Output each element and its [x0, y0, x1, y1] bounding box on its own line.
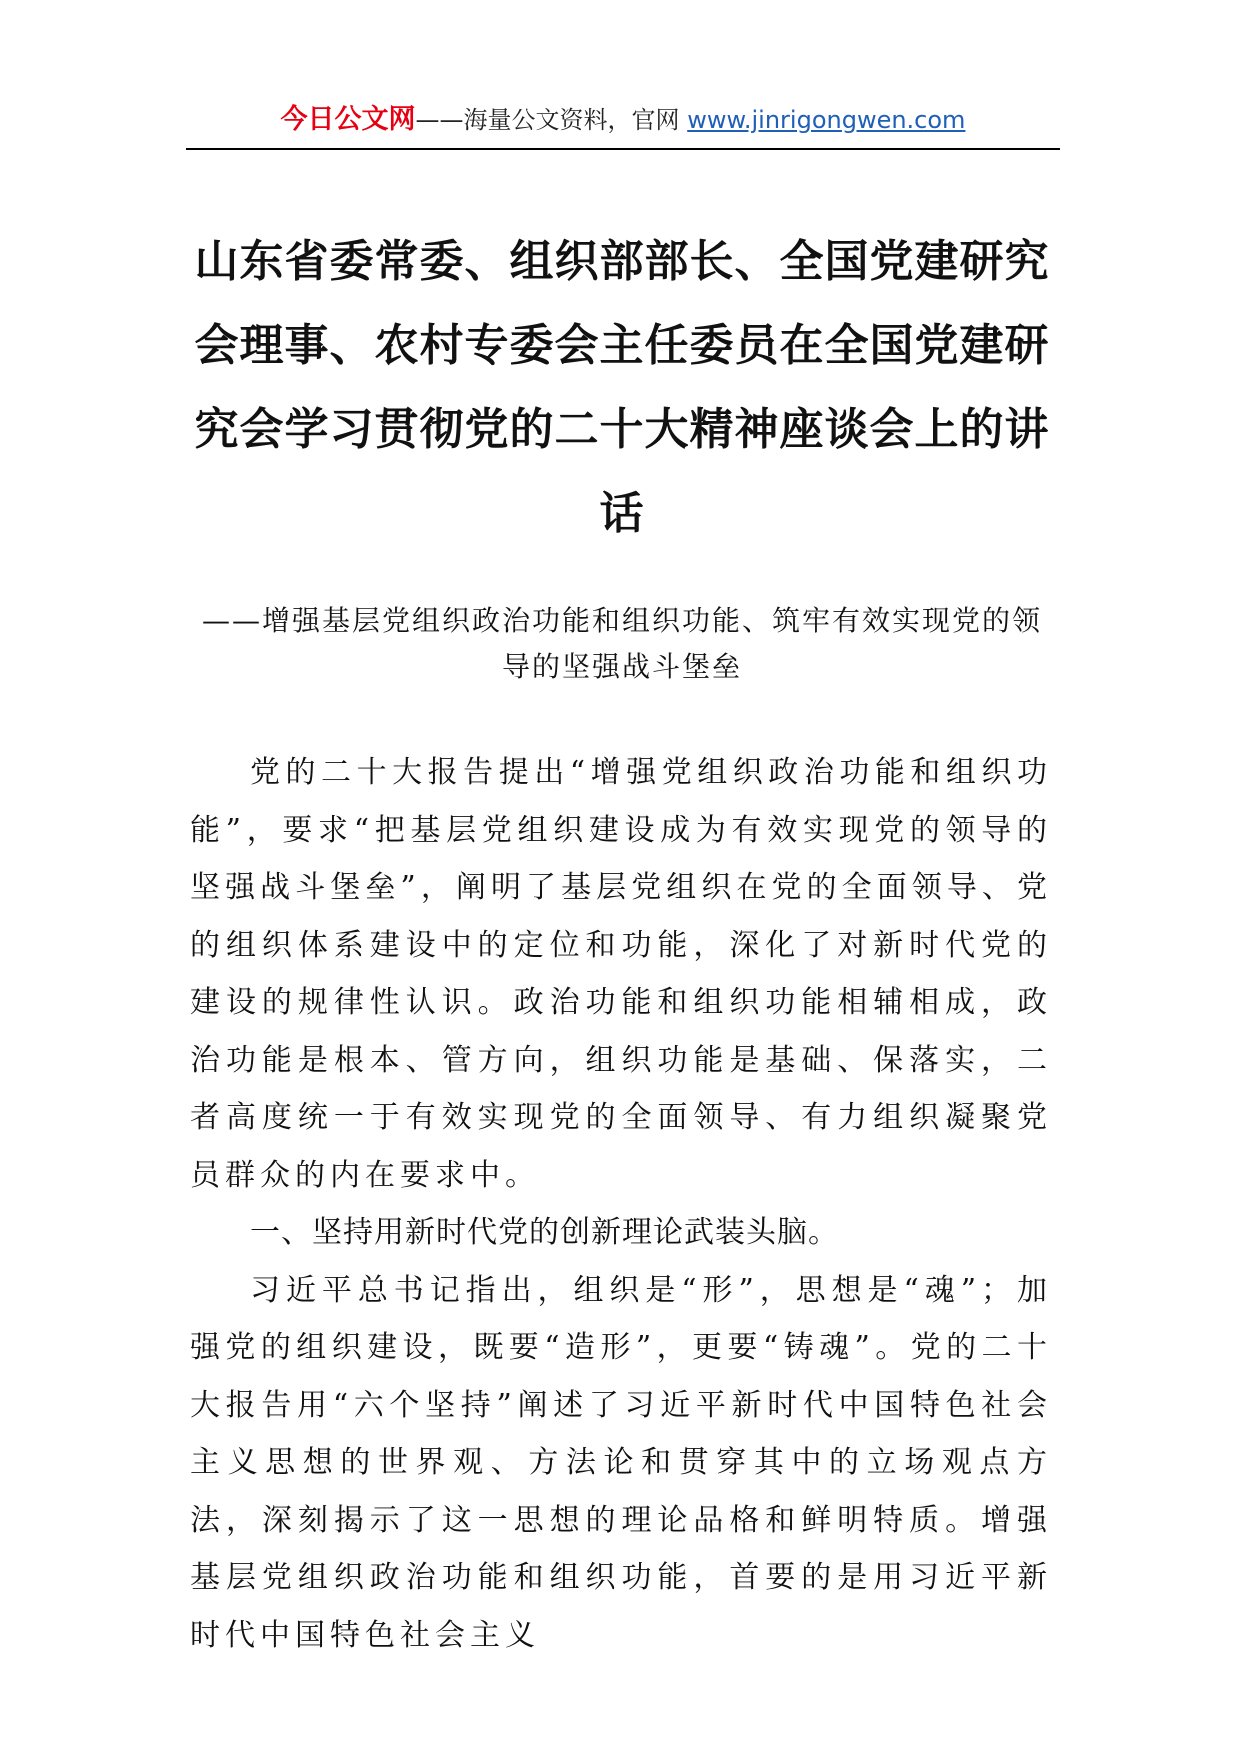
intro-paragraph: 党的二十大报告提出“增强党组织政治功能和组织功能”，要求“把基层党组织建设成为有效实现党的领导的坚强战斗堡垒”，阐明了基层党组织在党的全面领导、党的组织体系建设中的定位和功能，深化了对新时代党的建设的规律性认识。政治功能和组织功能相辅相成，政治功能是根本、管方向，组织功能是基础、保落实，二者高度统一于有效实现党的全面领导、有力组织凝聚党员群众的内在要求中。 — [190, 755, 1052, 1193]
section-heading: 一、坚持用新时代党的创新理论武装头脑。 — [250, 1215, 839, 1250]
document-subtitle: ——增强基层党组织政治功能和组织功能、筑牢有效实现党的领导的坚强战斗堡垒 — [201, 604, 1042, 683]
document-body — [190, 744, 1052, 1664]
body-paragraph: 习近平总书记指出，组织是“形”，思想是“魂”；加强党的组织建设，既要“造形”，更要“铸魂”。党的二十大报告用“六个坚持”阐述了习近平新时代中国特色社会主义思想的世界观、方法论和贯穿其中的立场观点方法，深刻揭示了这一思想的理论品格和鲜明特质。增强基层党组织政治功能和组织功能，首要的是用习近平新时代中国特色社会主义 — [190, 1272, 1052, 1653]
header-divider — [186, 148, 1060, 150]
site-name: 今日公文网 — [280, 104, 416, 135]
site-url-link[interactable]: www.jinrigongwen.com — [687, 106, 966, 134]
document-title: 山东省委常委、组织部部长、全国党建研究会理事、农村专委会主任委员在全国党建研究会学习贯彻党的二十大精神座谈会上的讲话 — [194, 236, 1050, 539]
header-tagline: ——海量公文资料，官网 — [415, 106, 688, 134]
page-header — [186, 100, 1060, 140]
